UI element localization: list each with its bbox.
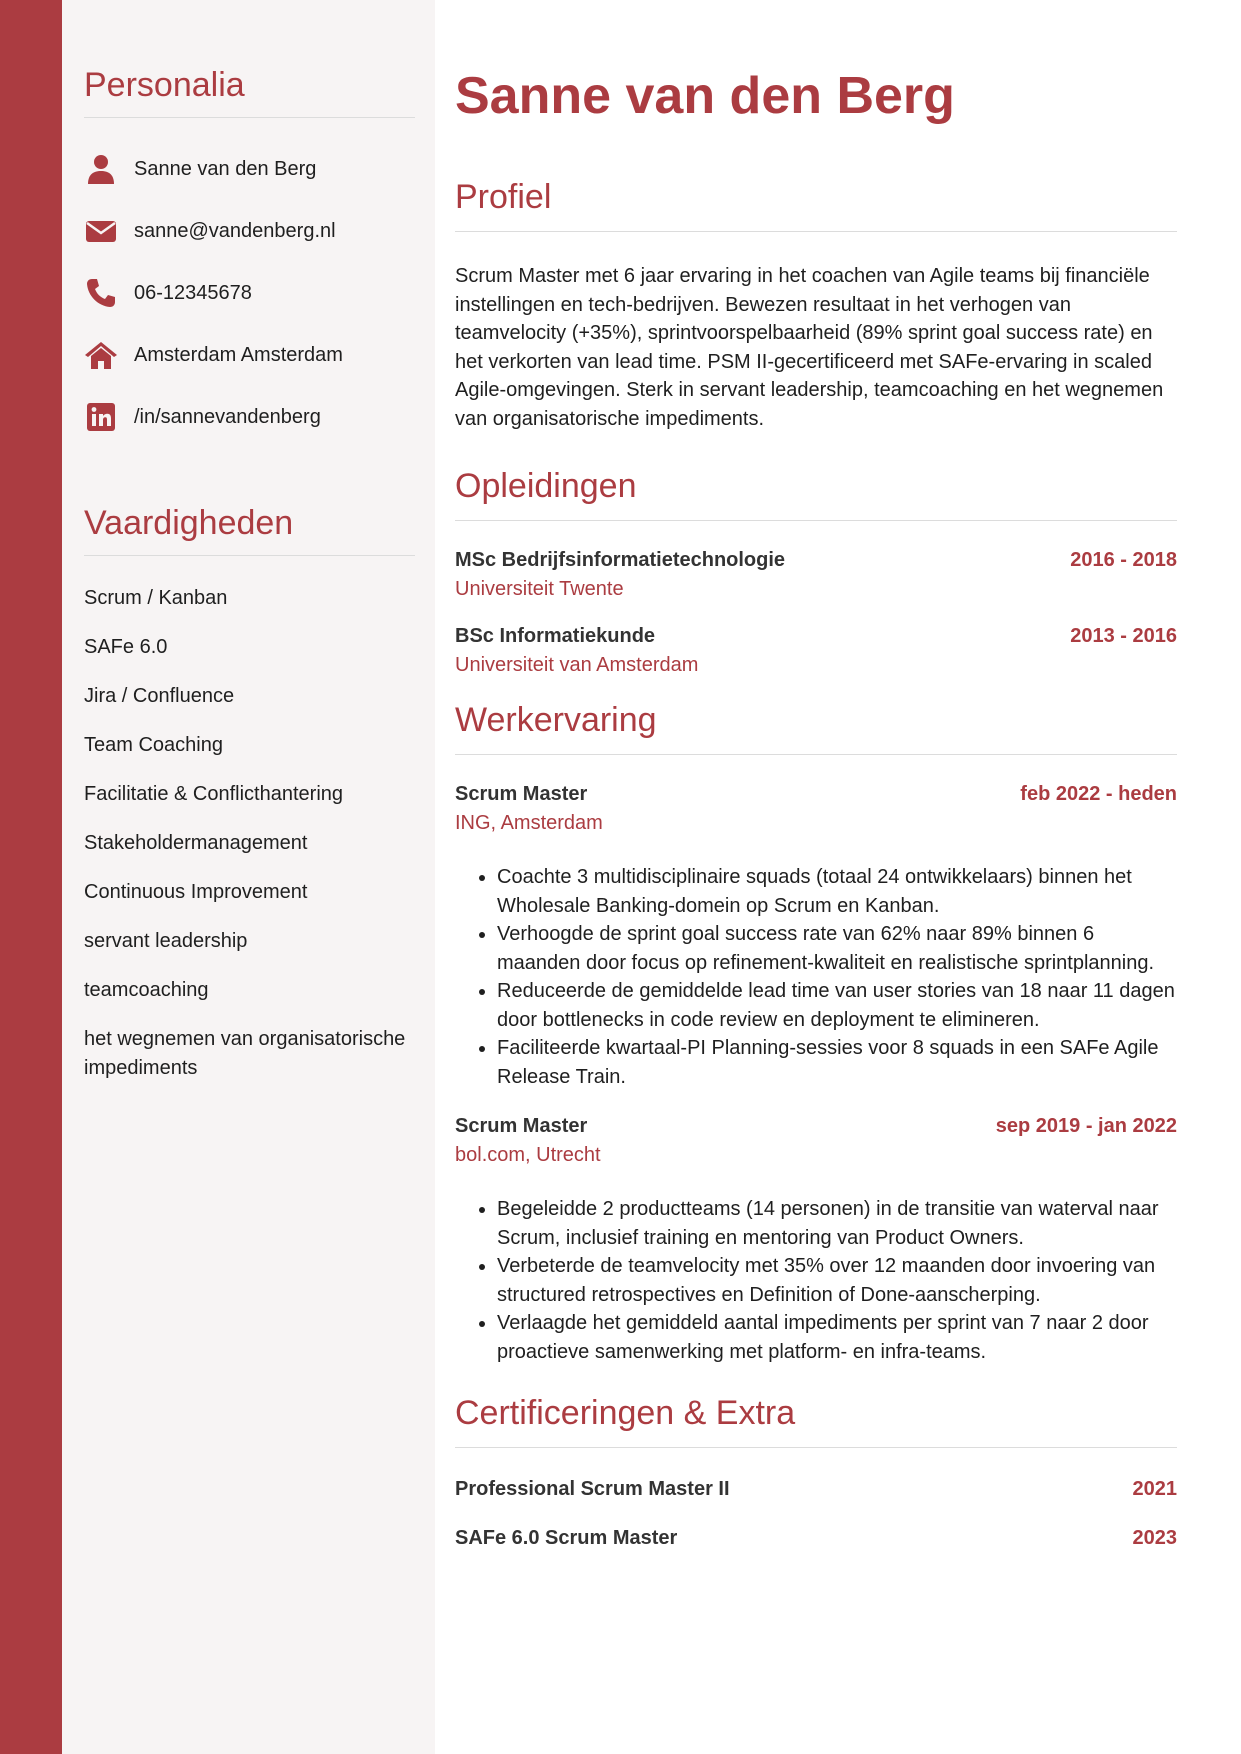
job-entry	[455, 783, 1177, 1091]
candidate-name: Sanne van den Berg	[455, 67, 955, 125]
job-bullet: • Reduceerde de gemiddelde lead time van user stories van 18 naar 11 dagen door bottlenecks in code review en deployment te elimineren.	[497, 977, 1177, 1034]
skill-item: het wegnemen van organisatorische impediments	[84, 1028, 406, 1079]
skill-item: Facilitatie & Conflicthantering	[84, 783, 344, 805]
job-bullet: • Begeleidde 2 productteams (14 personen) in de transitie van waterval naar Scrum, inclusief training en mentoring van Product Owners.	[497, 1195, 1177, 1252]
profile-text: Scrum Master met 6 jaar ervaring in het coachen van Agile teams bij financiële instellingen en tech-bedrijven. Bewezen resultaat in het verhogen van teamvelocity (+35%), sprintvoorspelbaarheid (89% sprint goal success rate) en het verkorten van lead time. PSM II-gecertificeerd met SAFe-ervaring in scaled Agile-omgevingen. Sterk in servant leadership, teamcoaching en het wegnemen van organisatorische impediments.	[455, 265, 1164, 430]
contact-name-text: Sanne van den Berg	[134, 157, 317, 180]
school-name: Universiteit van Amsterdam	[455, 654, 699, 676]
certification-name: Professional Scrum Master II	[455, 1478, 730, 1500]
job-bullet: • Verbeterde de teamvelocity met 35% over 12 maanden door invoering van structured retrospectives en Definition of Done-aanscherping.	[497, 1252, 1177, 1309]
certification-entry	[455, 1478, 1177, 1501]
profile-section	[455, 178, 1177, 433]
contact-linkedin-text[interactable]: /in/sannevandenberg	[134, 405, 321, 428]
contact-item-location	[84, 324, 415, 386]
phone-icon	[84, 276, 118, 310]
degree-title: BSc Informatiekunde	[455, 625, 656, 647]
main-content	[455, 0, 1177, 1576]
accent-bar	[0, 0, 62, 1754]
job-entry	[455, 1115, 1177, 1366]
skill-item: SAFe 6.0	[84, 636, 168, 658]
job-bullet: • Faciliteerde kwartaal-PI Planning-sessies voor 8 squads in een SAFe Agile Release Train.	[497, 1034, 1177, 1091]
envelope-icon	[84, 214, 118, 248]
education-years: 2013 - 2016	[1070, 625, 1177, 647]
contact-item-linkedin	[84, 386, 415, 448]
contact-location-text: Amsterdam Amsterdam	[134, 343, 343, 366]
contact-list	[84, 118, 415, 448]
skill-item: teamcoaching	[84, 979, 209, 1001]
contact-email-text[interactable]: sanne@vandenberg.nl	[134, 219, 336, 242]
skill-item: Scrum / Kanban	[84, 587, 228, 609]
certification-year: 2021	[1132, 1478, 1177, 1500]
sidebar	[62, 0, 435, 1754]
skill-item: servant leadership	[84, 930, 248, 952]
job-bullets	[455, 863, 1177, 1091]
experience-heading: Werkervaring	[455, 701, 1177, 755]
education-entry	[455, 625, 1177, 677]
skill-item: Jira / Confluence	[84, 685, 235, 707]
company-name: bol.com, Utrecht	[455, 1144, 601, 1166]
job-bullets	[455, 1195, 1177, 1366]
certifications-section	[455, 1394, 1177, 1550]
job-period: feb 2022 - heden	[1020, 783, 1177, 805]
education-section	[455, 467, 1177, 677]
linkedin-icon	[84, 400, 118, 434]
school-name: Universiteit Twente	[455, 578, 624, 600]
home-icon	[84, 338, 118, 372]
education-years: 2016 - 2018	[1070, 549, 1177, 571]
contact-item-phone	[84, 262, 415, 324]
skill-item: Stakeholdermanagement	[84, 832, 308, 854]
job-bullet: • Verlaagde het gemiddeld aantal impediments per sprint van 7 naar 2 door proactieve samenwerking met platform- en infra-teams.	[497, 1309, 1177, 1366]
contact-item-email	[84, 200, 415, 262]
personalia-heading: Personalia	[84, 0, 415, 118]
job-bullet: • Coachte 3 multidisciplinaire squads (totaal 24 ontwikkelaars) binnen het Wholesale Banking-domein op Scrum en Kanban.	[497, 863, 1177, 920]
contact-item-name	[84, 138, 415, 200]
skill-item: Continuous Improvement	[84, 881, 308, 903]
job-title: Scrum Master	[455, 1115, 588, 1137]
certifications-heading: Certificeringen & Extra	[455, 1394, 1177, 1448]
education-heading: Opleidingen	[455, 467, 1177, 521]
job-period: sep 2019 - jan 2022	[995, 1115, 1177, 1137]
company-name: ING, Amsterdam	[455, 812, 603, 834]
contact-phone-text[interactable]: 06-12345678	[134, 281, 252, 304]
skills-heading: Vaardigheden	[84, 504, 415, 556]
education-entry	[455, 549, 1177, 601]
certification-entry	[455, 1527, 1177, 1550]
job-bullet: • Verhoogde de sprint goal success rate van 62% naar 89% binnen 6 maanden door focus op refinement-kwaliteit en realistische sprintplanning.	[497, 920, 1177, 977]
skill-item: Team Coaching	[84, 734, 223, 756]
degree-title: MSc Bedrijfsinformatietechnologie	[455, 549, 786, 571]
person-icon	[84, 152, 118, 186]
certification-year: 2023	[1132, 1527, 1177, 1549]
skills-list	[84, 556, 415, 1083]
experience-section	[455, 701, 1177, 1366]
certification-name: SAFe 6.0 Scrum Master	[455, 1527, 678, 1549]
job-title: Scrum Master	[455, 783, 588, 805]
profile-heading: Profiel	[455, 178, 1177, 232]
